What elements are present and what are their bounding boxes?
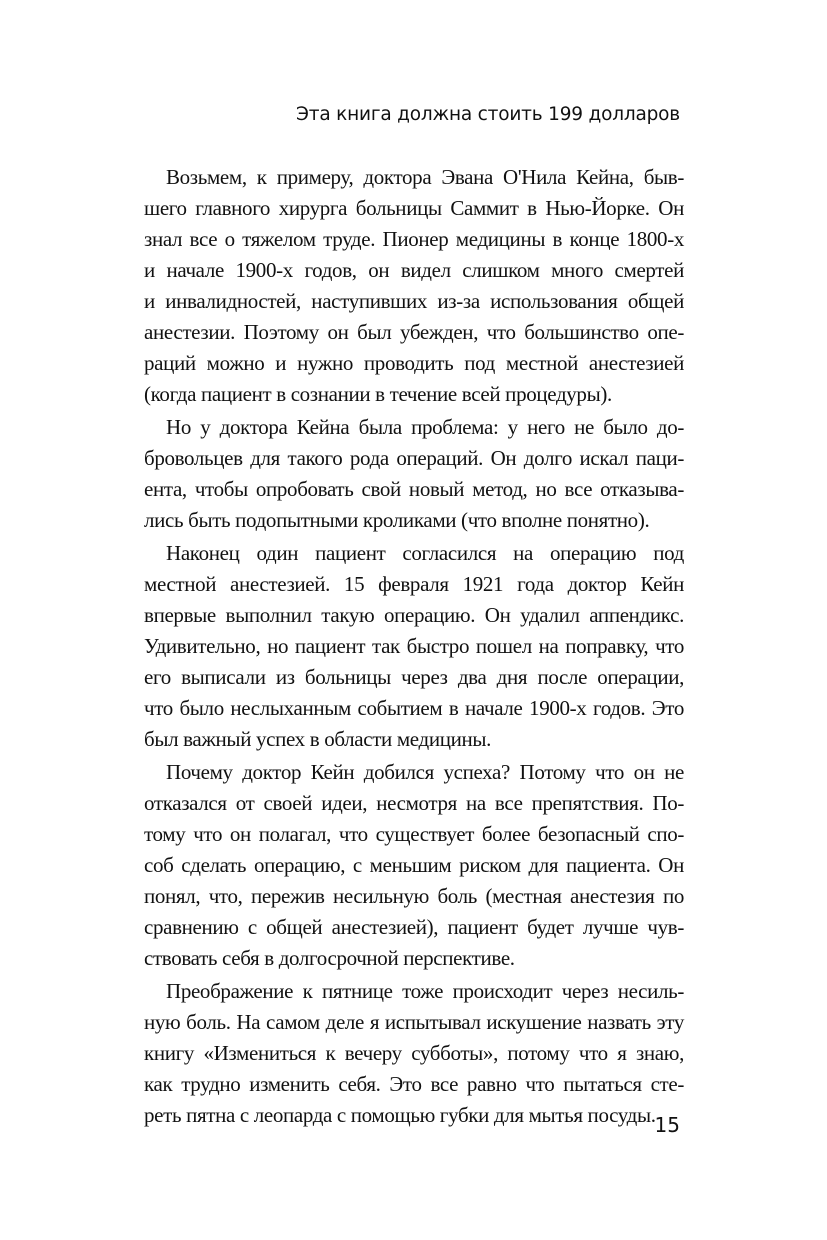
text-line: знал все о тяжелом труде. Пионер медицины в конце 1800-х bbox=[144, 227, 684, 251]
text-line: лись быть подопытными кроликами (что вполне понятно). bbox=[144, 508, 650, 532]
text-line: отказался от своей идеи, несмотря на все препятствия. По- bbox=[144, 791, 684, 815]
text-line: и начале 1900-х годов, он видел слишком много смертей bbox=[144, 258, 684, 282]
paragraph bbox=[144, 412, 684, 536]
text-line: был важный успех в области медицины. bbox=[144, 727, 492, 751]
text-line: соб сделать операцию, с меньшим риском для пациента. Он bbox=[144, 853, 684, 877]
body-text bbox=[144, 162, 684, 1133]
text-line: ную боль. На самом деле я испытывал искушение назвать эту bbox=[144, 1010, 684, 1034]
text-line: Но у доктора Кейна была проблема: у него не было до- bbox=[166, 415, 684, 439]
paragraph bbox=[144, 162, 684, 410]
text-line: местной анестезией. 15 февраля 1921 года доктор Кейн bbox=[144, 572, 684, 596]
text-line: что было неслыханным событием в начале 1900-х годов. Это bbox=[144, 696, 684, 720]
text-line: ствовать себя в долгосрочной перспективе. bbox=[144, 946, 515, 970]
text-line: сравнению с общей анестезией), пациент будет лучше чув- bbox=[144, 915, 684, 939]
page-number: 15 bbox=[654, 1113, 680, 1137]
text-line: Преображение к пятнице тоже происходит через несиль- bbox=[166, 979, 684, 1003]
text-line: впервые выполнил такую операцию. Он удалил аппендикс. bbox=[144, 603, 684, 627]
text-line: (когда пациент в сознании в течение всей процедуры). bbox=[144, 382, 612, 406]
text-line: Удивительно, но пациент так быстро пошел на поправку, что bbox=[144, 634, 684, 658]
text-line: тому что он полагал, что существует более безопасный спо- bbox=[144, 822, 684, 846]
text-line: анестезии. Поэтому он был убежден, что большинство опе- bbox=[144, 320, 684, 344]
text-line: как трудно изменить себя. Это все равно что пытаться сте- bbox=[144, 1072, 684, 1096]
text-line: его выписали из больницы через два дня после операции, bbox=[144, 665, 684, 689]
paragraph bbox=[144, 538, 684, 755]
text-line: понял, что, пережив несильную боль (местная анестезия по bbox=[144, 884, 684, 908]
text-line: бровольцев для такого рода операций. Он долго искал паци- bbox=[144, 446, 684, 470]
text-line: Почему доктор Кейн добился успеха? Потому что он не bbox=[166, 760, 684, 784]
text-line: книгу «Измениться к вечеру субботы», потому что я знаю, bbox=[144, 1041, 684, 1065]
text-line: Возьмем, к примеру, доктора Эвана О'Нила Кейна, быв- bbox=[166, 165, 684, 189]
running-header: Эта книга должна стоить 199 долларов bbox=[296, 104, 680, 125]
text-line: реть пятна с леопарда с помощью губки для мытья посуды. bbox=[144, 1103, 656, 1127]
text-line: и инвалидностей, наступивших из-за использования общей bbox=[144, 289, 684, 313]
paragraph bbox=[144, 976, 684, 1131]
text-line: Наконец один пациент согласился на операцию под bbox=[166, 541, 684, 565]
text-line: раций можно и нужно проводить под местной анестезией bbox=[144, 351, 684, 375]
text-line: ента, чтобы опробовать свой новый метод, но все отказыва- bbox=[144, 477, 684, 501]
text-line: шего главного хирурга больницы Саммит в Нью-Йорке. Он bbox=[144, 196, 684, 220]
paragraph bbox=[144, 757, 684, 974]
